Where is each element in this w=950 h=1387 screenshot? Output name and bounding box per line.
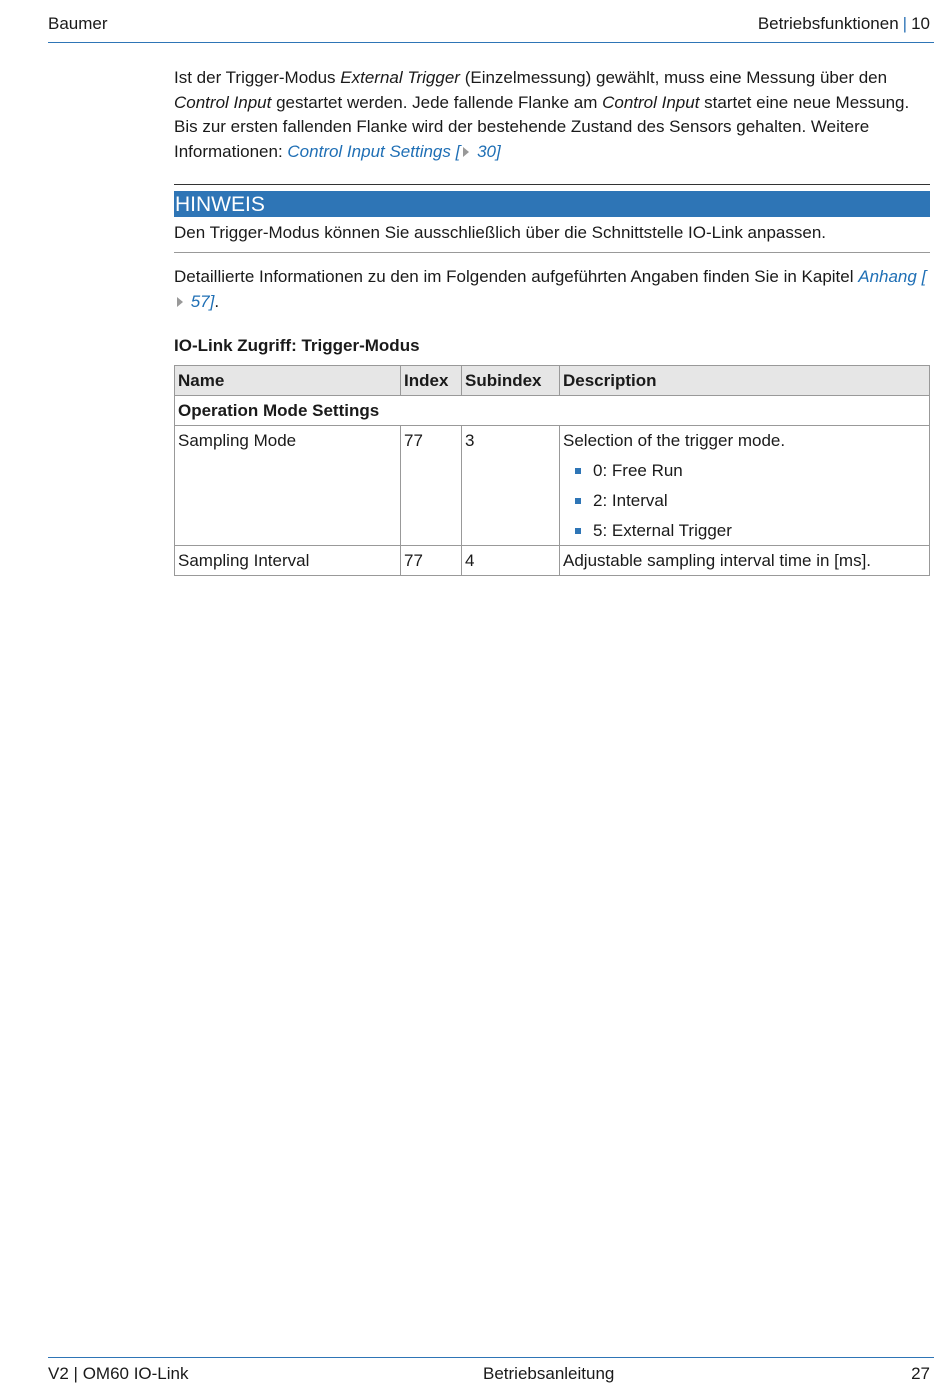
control-input-settings-link-text: Control Input Settings [ xyxy=(287,141,461,161)
cell-subindex: 3 xyxy=(462,426,560,546)
footer-doc-type: Betriebsanleitung xyxy=(483,1364,615,1383)
intro-text-3: gestartet werden. Jede fallende Flanke am xyxy=(271,92,603,112)
header-separator: | xyxy=(902,14,908,33)
control-input-settings-link-page: 30] xyxy=(472,141,501,161)
header-chapter: 10 xyxy=(911,14,930,33)
cell-description xyxy=(560,426,930,546)
option-text: 2: Interval xyxy=(593,491,668,510)
column-header-index: Index xyxy=(401,366,462,396)
footer-version xyxy=(48,1364,189,1384)
cell-index: 77 xyxy=(401,546,462,576)
right-triangle-icon xyxy=(177,297,183,307)
intro-text-4: startet eine neue Messung. Bis zur ersten fallenden Flanke wird der bestehende Zustand des Sensors gehalten. Weitere Informationen: xyxy=(174,92,910,161)
right-triangle-icon xyxy=(463,147,469,157)
intro-paragraph xyxy=(174,66,930,164)
square-bullet-icon xyxy=(575,468,581,474)
details-text: Detaillierte Informationen zu den im Folgenden aufgeführten Angaben finden Sie in Kapitel xyxy=(174,267,859,286)
page-content xyxy=(174,66,930,576)
cell-description: Adjustable sampling interval time in [ms]. xyxy=(560,546,930,576)
section-title: IO-Link Zugriff: Trigger-Modus xyxy=(174,336,420,355)
header-section xyxy=(758,14,930,34)
list-item xyxy=(575,460,926,482)
io-link-table xyxy=(174,365,930,576)
cell-name: Sampling Interval xyxy=(175,546,401,576)
page-header xyxy=(48,14,934,43)
details-paragraph xyxy=(174,265,930,314)
table-header-row xyxy=(175,366,930,396)
cell-name: Sampling Mode xyxy=(175,426,401,546)
anhang-link-page: 57] xyxy=(186,291,215,311)
control-input-settings-link[interactable] xyxy=(287,142,500,161)
group-label: Operation Mode Settings xyxy=(175,396,930,426)
column-header-name: Name xyxy=(175,366,401,396)
table-row xyxy=(175,426,930,546)
details-end: . xyxy=(214,291,220,311)
description-text: Selection of the trigger mode. xyxy=(563,431,786,450)
square-bullet-icon xyxy=(575,498,581,504)
table-row xyxy=(175,546,930,576)
option-text: 5: External Trigger xyxy=(593,521,732,540)
intro-emphasis-control-input: Control Input xyxy=(174,92,272,112)
intro-text-2: (Einzelmessung) gewählt, muss eine Messung über den xyxy=(459,68,888,87)
square-bullet-icon xyxy=(575,528,581,534)
footer-version-label: V2 xyxy=(48,1364,69,1383)
notice-title: HINWEIS xyxy=(174,191,930,217)
page-footer xyxy=(48,1357,934,1383)
footer-page-number: 27 xyxy=(911,1364,930,1383)
intro-emphasis-external-trigger: External Trigger xyxy=(340,68,460,87)
table-group-row xyxy=(175,396,930,426)
header-section-title: Betriebsfunktionen xyxy=(757,14,899,33)
column-header-description: Description xyxy=(560,366,930,396)
option-text: 0: Free Run xyxy=(593,461,683,480)
notice-box xyxy=(174,184,930,253)
intro-emphasis-control-input-2: Control Input xyxy=(602,92,700,112)
list-item xyxy=(575,490,926,512)
header-brand: Baumer xyxy=(48,14,108,33)
option-list xyxy=(563,460,926,542)
anhang-link-text: Anhang [ xyxy=(858,267,927,286)
footer-separator: | xyxy=(73,1364,78,1383)
list-item xyxy=(575,520,926,542)
cell-index: 77 xyxy=(401,426,462,546)
notice-text: Den Trigger-Modus können Sie ausschließlich über die Schnittstelle IO-Link anpassen. xyxy=(174,223,827,242)
cell-subindex: 4 xyxy=(462,546,560,576)
footer-product: OM60 IO-Link xyxy=(82,1364,189,1383)
intro-text-1: Ist der Trigger-Modus xyxy=(174,68,341,87)
column-header-subindex: Subindex xyxy=(462,366,560,396)
